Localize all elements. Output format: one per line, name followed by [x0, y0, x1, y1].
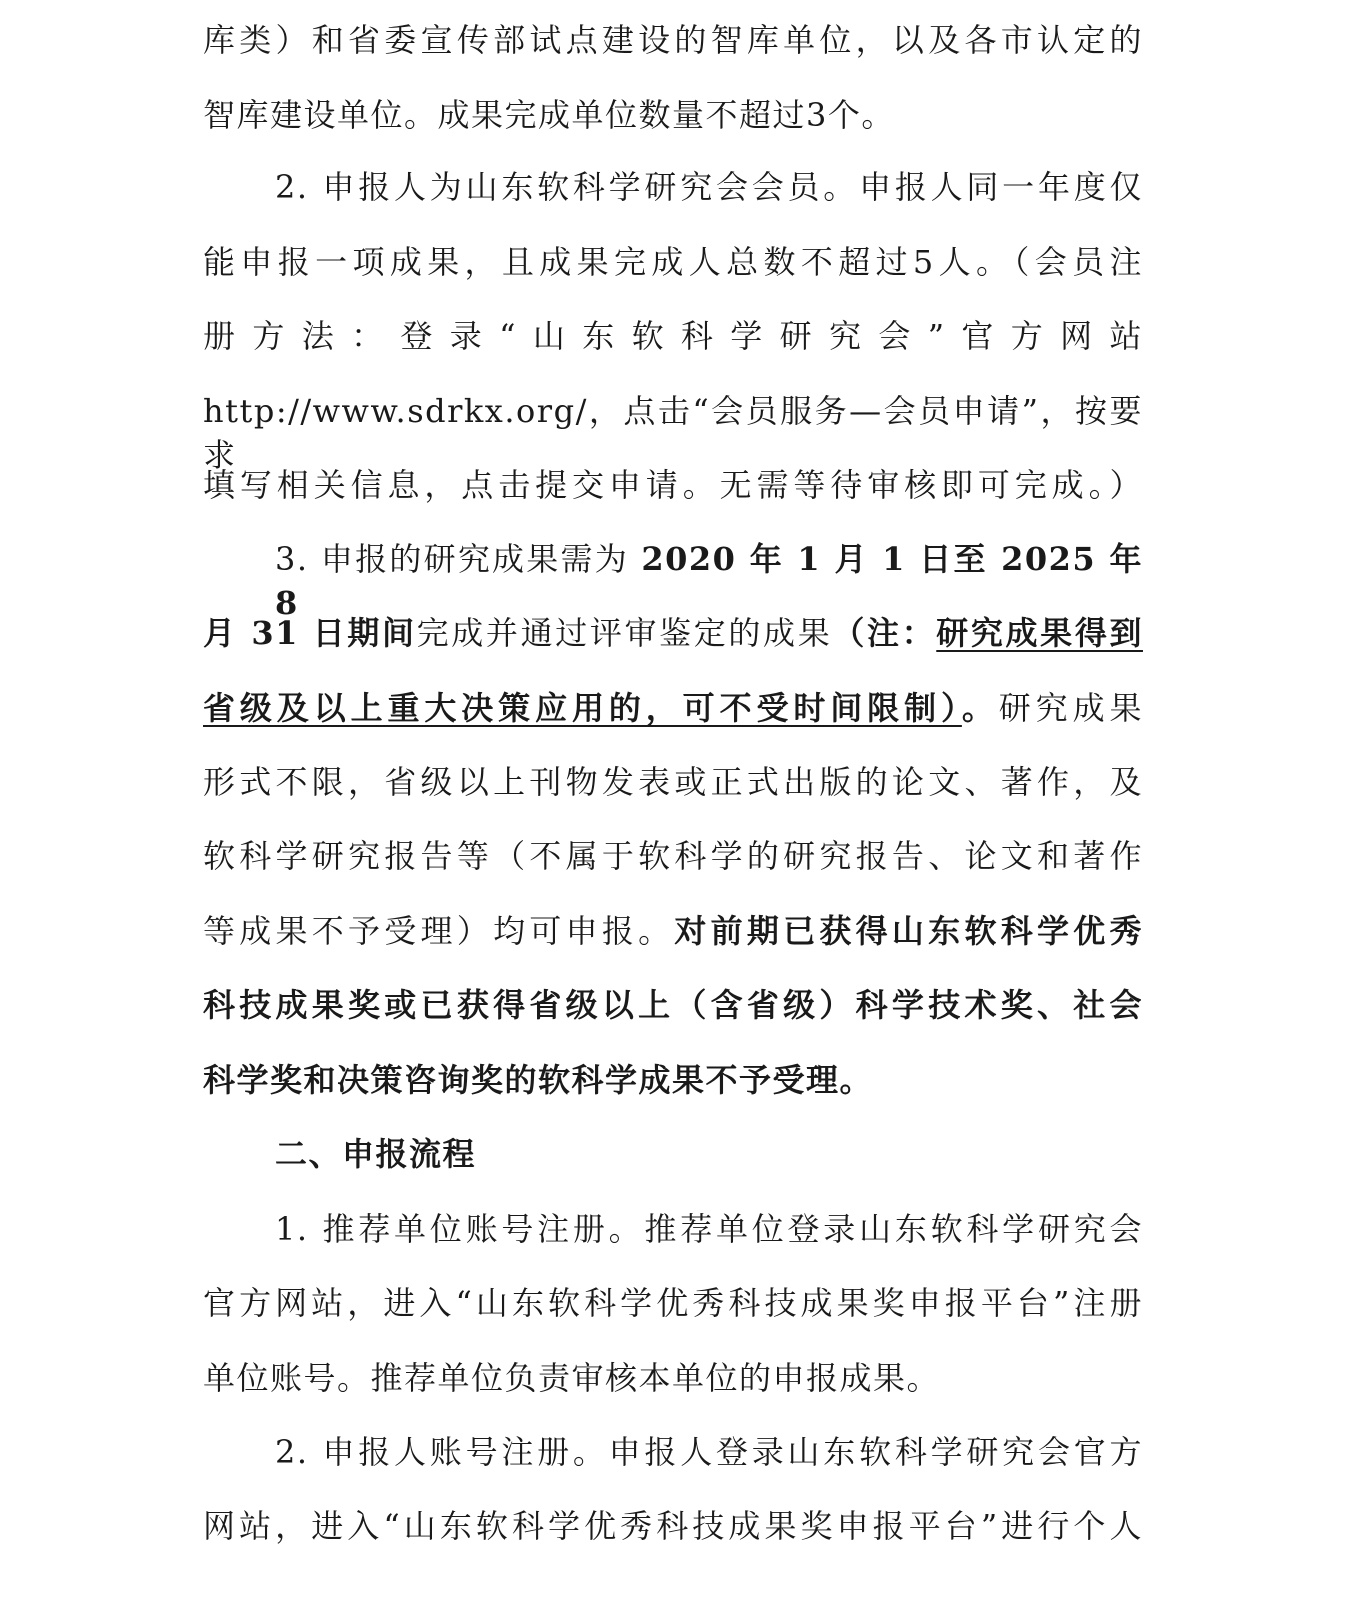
- section-heading-application-process: 二、申报流程: [275, 1135, 477, 1173]
- para2-line2: 能申报一项成果，且成果完成人总数不超过5人。（会员注: [203, 243, 1143, 281]
- para3-line6: [203, 909, 1143, 953]
- step2-line2: 网站，进入“山东软科学优秀科技成果奖申报平台”进行个人: [203, 1507, 1143, 1545]
- note-label: （注：: [832, 614, 937, 652]
- para3-line5: 软科学研究报告等（不属于软科学的研究报告、论文和著作: [203, 837, 1143, 875]
- para3-line3: [203, 686, 1143, 730]
- note-underlined-end: 省级及以上重大决策应用的，可不受时间限制）: [203, 689, 962, 727]
- step1-line3: 单位账号。推荐单位负责审核本单位的申报成果。: [203, 1359, 941, 1397]
- para3-line1: [275, 537, 1143, 622]
- note-period: 。: [961, 689, 999, 727]
- para3-line1-text: 3. 申报的研究成果需为: [275, 540, 629, 578]
- exclusion-rule-line3: 科学奖和决策咨询奖的软科学成果不予受理。: [203, 1061, 874, 1099]
- exclusion-rule-line2: 科技成果奖或已获得省级以上（含省级）科学技术奖、社会: [203, 986, 1143, 1024]
- para3-line4: 形式不限，省级以上刊物发表或正式出版的论文、著作，及: [203, 763, 1143, 801]
- step1-line2: 官方网站，进入“山东软科学优秀科技成果奖申报平台”注册: [203, 1284, 1143, 1322]
- para3-line3-text: 研究成果: [998, 689, 1143, 727]
- step2-line1: 2. 申报人账号注册。申报人登录山东软科学研究会官方: [275, 1433, 1143, 1471]
- para2-line1: 2. 申报人为山东软科学研究会会员。申报人同一年度仅: [275, 168, 1143, 206]
- para2-line5: 填写相关信息，点击提交申请。无需等待审核即可完成。）: [203, 466, 1143, 504]
- step1-line1: 1. 推荐单位账号注册。推荐单位登录山东软科学研究会: [275, 1210, 1143, 1248]
- exclusion-rule-start: 对前期已获得山东软科学优秀: [674, 912, 1143, 950]
- para3-line2: [203, 611, 1143, 655]
- para3-line2-text: 完成并通过评审鉴定的成果: [416, 614, 833, 652]
- para2-line4: http://www.sdrkx.org/，点击“会员服务—会员申请”，按要求: [203, 392, 1143, 474]
- note-underlined-start: 研究成果得到: [936, 614, 1143, 652]
- para1-line1: 库类）和省委宣传部试点建设的智库单位，以及各市认定的: [203, 21, 1143, 59]
- date-range-end: 月 31 日期间: [203, 614, 417, 652]
- para1-line2: 智库建设单位。成果完成单位数量不超过3个。: [203, 96, 895, 134]
- para3-line6-text: 等成果不予受理）均可申报。: [203, 912, 675, 950]
- para2-line3: 册方法：登录“山东软科学研究会”官方网站: [203, 317, 1143, 355]
- document-page: [203, 0, 1143, 1600]
- date-range-start: 2020 年 1 月 1 日至 2025 年 8: [275, 540, 1143, 622]
